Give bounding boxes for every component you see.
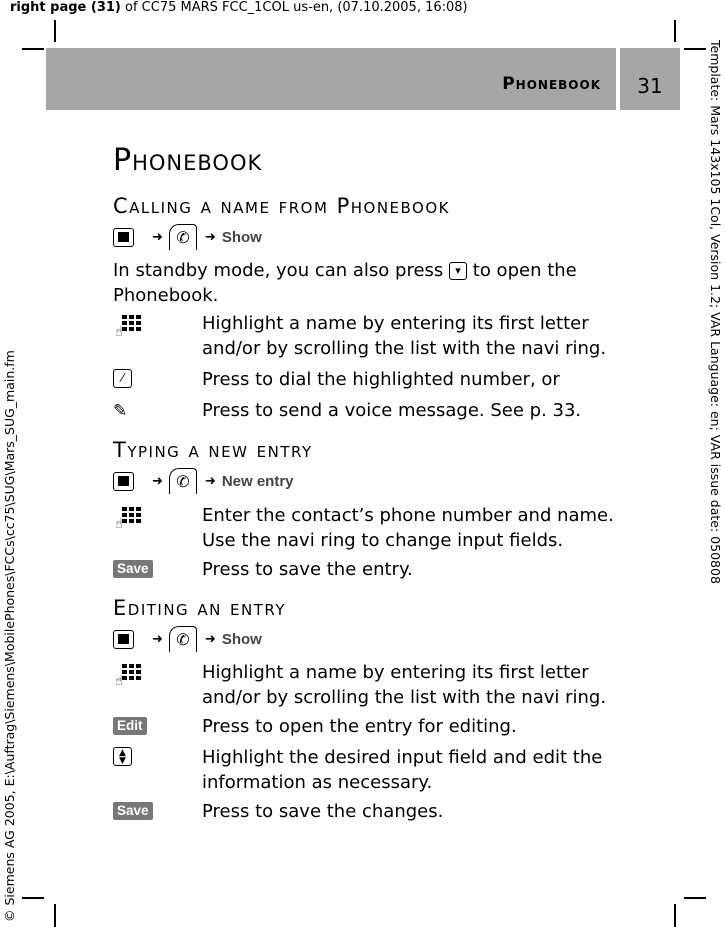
voice-message-icon: ✎ [113,401,128,421]
instruction-row: ☝ Enter the contact’s phone number and name. Use the navi ring to change input fields. [115,505,614,551]
navi-down-key-icon: ▾ [449,262,467,280]
section-title-calling: Calling a name from Phonebook [113,194,450,218]
instruction-row: ☝ Highlight a name by entering its first letter and/or by scrolling the list with the navi ring. [115,662,607,708]
crop-mark [684,48,706,50]
crop-mark [54,904,56,927]
running-header-title: Phonebook [502,74,601,94]
menu-item-show: Show [221,630,262,648]
arrow-icon: ➜ [152,229,163,245]
template-info: Template: Mars 143x105 1Col, Version 1.2; VAR Language: en; VAR issue date: 050808 [708,40,723,584]
instruction-row: Edit Press to open the entry for editing. [113,714,613,739]
instruction-row: Save Press to save the changes. [113,799,613,824]
copyright-path: © Siemens AG 2005, E:\Auftrag\Siemens\MobilePhones\FCCs\cc75\SUG\Mars_SUG_main.fm [2,350,17,922]
save-softkey: Save [113,802,153,820]
menu-path [113,224,262,250]
page-number: 31 [620,48,680,110]
menu-key-icon [113,472,134,491]
arrow-icon: ➜ [152,473,163,489]
section-title-new-entry: Typing a new entry [113,438,313,462]
phonebook-tab-icon: ✆ [169,224,197,250]
call-key-icon: ⁄ [113,369,132,388]
instruction-row: ▲ ▼ Highlight the desired input field and edit the information as necessary. [113,745,613,795]
intro-paragraph: In standby mode, you can also press ▾ to open the Phonebook. [113,260,577,306]
instruction-row: Save Press to save the entry. [113,557,613,582]
crop-mark [22,897,44,899]
arrow-icon: ➜ [152,631,163,647]
save-softkey: Save [113,560,153,578]
arrow-icon: ➜ [204,473,216,489]
menu-path [113,468,294,494]
arrow-icon: ➜ [204,229,216,245]
edit-softkey: Edit [113,717,147,735]
phonebook-tab-icon: ✆ [169,468,197,494]
navi-up-down-icon: ▲ ▼ [113,747,132,766]
menu-key-icon [113,228,134,247]
crop-mark [22,48,44,50]
crop-mark [674,904,676,927]
menu-item-new-entry: New entry [221,472,294,490]
keypad-icon: ☝ [113,661,143,685]
section-title-editing: Editing an entry [113,596,286,620]
print-header: right page (31) of CC75 MARS FCC_1COL us-en, (07.10.2005, 16:08) [10,0,468,15]
instruction-row: ⁄ Press to dial the highlighted number, or [113,367,613,392]
menu-item-show: Show [221,228,262,246]
crop-mark [54,20,56,42]
arrow-icon: ➜ [204,631,216,647]
phonebook-tab-icon: ✆ [169,626,197,652]
keypad-icon: ☝ [113,504,143,528]
menu-path [113,626,262,652]
crop-mark [674,20,676,42]
crop-mark [684,897,706,899]
menu-key-icon [113,630,134,649]
page-title: Phonebook [113,143,263,178]
instruction-row: ☝ Highlight a name by entering its first letter and/or by scrolling the list with the navi ring. [115,313,607,359]
keypad-icon: ☝ [113,312,143,336]
instruction-row: ✎ Press to send a voice message. See p. 33. [113,400,582,421]
